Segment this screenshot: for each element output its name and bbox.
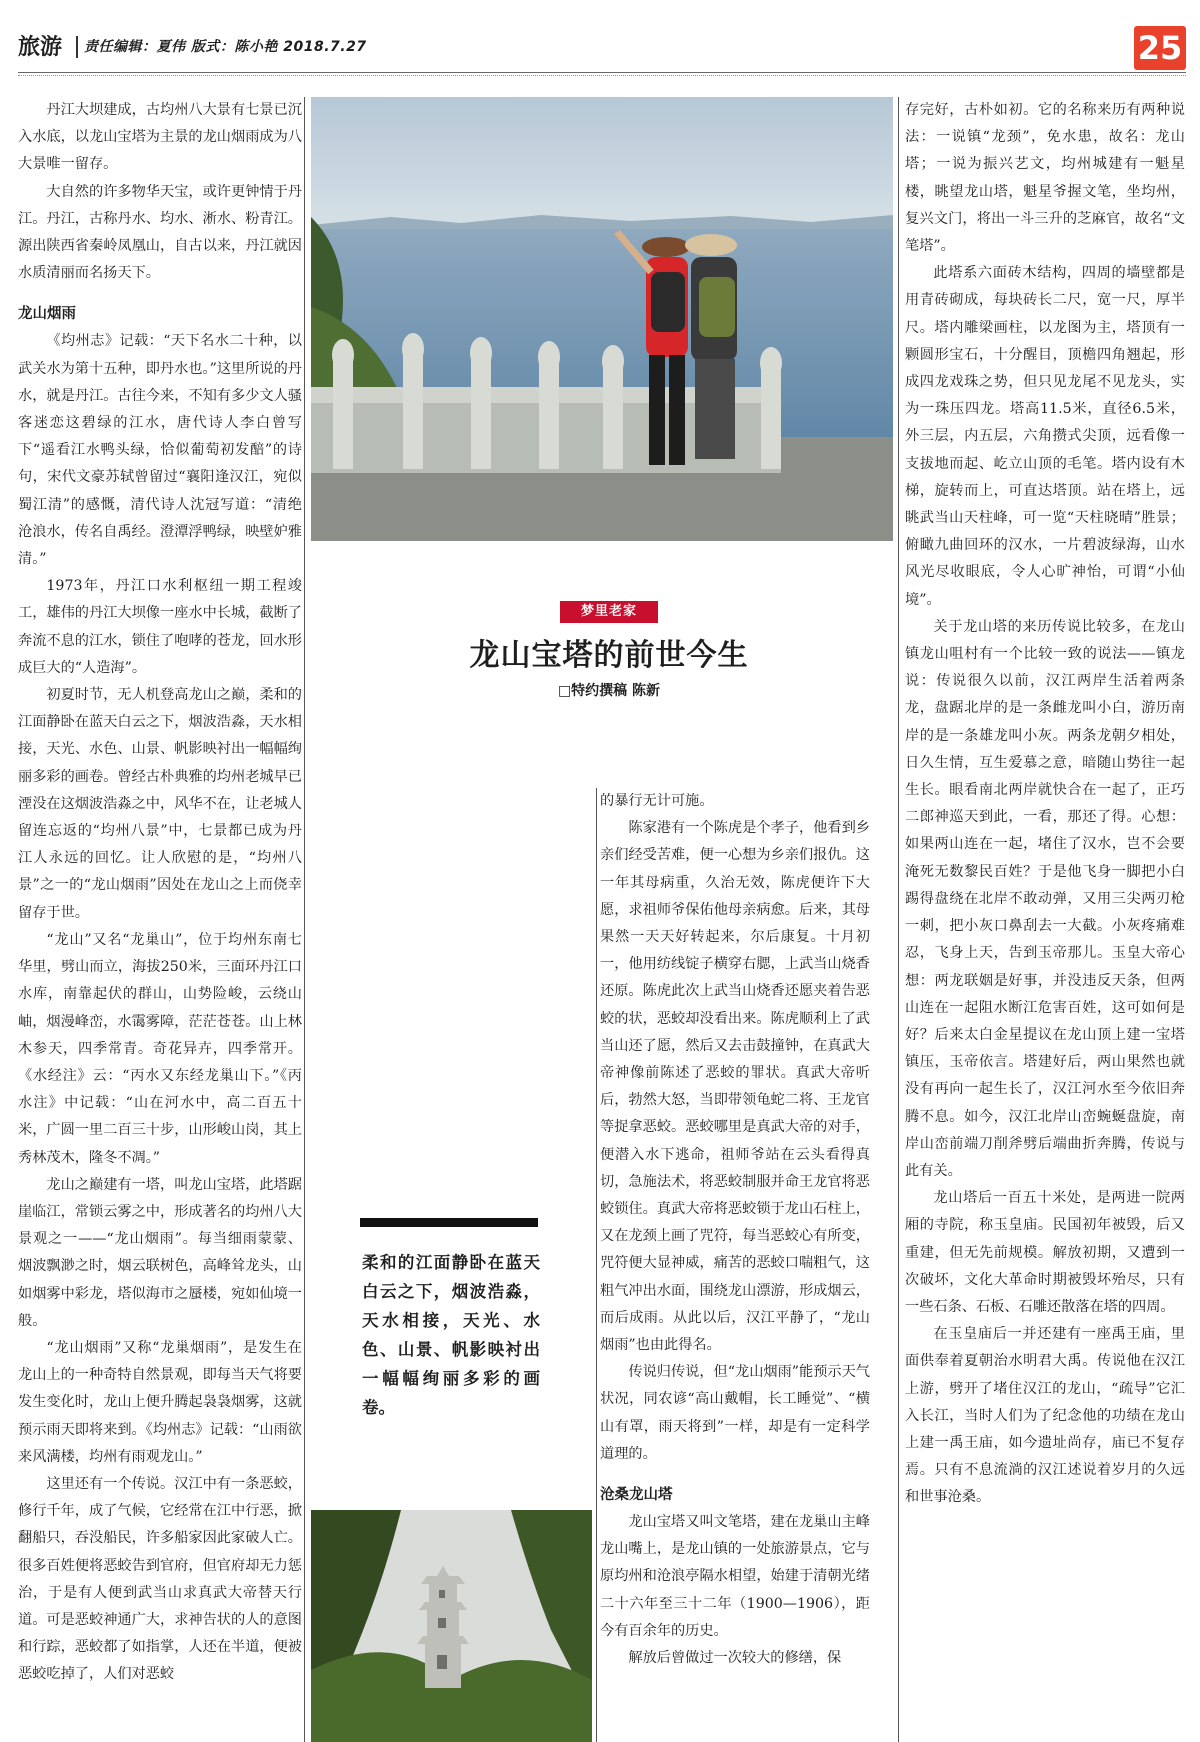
paragraph: 这里还有一个传说。汉江中有一条恶蛟，修行千年，成了气候，它经常在江中行恶，掀翻船只，吞没船民，许多船家因此家破人亡。很多百姓便将恶蛟告到官府，但官府却无力惩治，于是有人便到武当山求真武大帝替天行道。可是恶蛟神通广大，求神告状的人的意图和行踪，恶蛟都了如指掌，人还在半道，便被恶蛟吃掉了，人们对恶蛟 bbox=[18, 1475, 302, 1683]
text-column-4 bbox=[905, 97, 1185, 1512]
paragraph: 此塔系六面砖木结构，四周的墙壁都是用青砖砌成，每块砖长二尺，宽一尺，厚半尺。塔内雕梁画柱，以龙图为主，塔顶有一颗圆形宝石，十分醒目，顶檐四角翘起，形成四龙戏珠之势，但只见龙尾不见龙头，实为一珠压四龙。塔高11.5米，直径6.5米，外三层，内五层，六角攒式尖顶，远看像一支拔地而起、屹立山顶的毛笔。塔内设有木梯，旋转而上，可直达塔顶。站在塔上，远眺武当山天柱峰，可一览“天柱晓晴”胜景；俯瞰九曲回环的汉水，一片碧波绿海，山水风光尽收眼底，令人心旷神怡，可谓“小仙境”。 bbox=[905, 265, 1185, 608]
subheading-longshan-yanyu: 龙山烟雨 bbox=[18, 306, 76, 323]
text-column-3 bbox=[600, 788, 870, 1672]
header-divider bbox=[76, 36, 78, 58]
editor-info: 责任编辑：夏伟 版式：陈小艳 2018.7.27 bbox=[84, 39, 367, 55]
paragraph: 1973年，丹江口水利枢纽一期工程竣工，雄伟的丹江大坝像一座水中长城，截断了奔流不息的江水，锁住了咆哮的苍龙，回水形成巨大的“人造海”。 bbox=[18, 578, 302, 676]
paragraph: 丹江大坝建成，古均州八大景有七景已沉入水底，以龙山宝塔为主景的龙山烟雨成为八大景唯一留存。 bbox=[18, 102, 302, 173]
pagoda-image bbox=[311, 1510, 592, 1742]
page-number-badge: 25 bbox=[1134, 26, 1186, 70]
paragraph: 《均州志》记载：“天下名水二十种，以武关水为第十五种，即丹水也。”这里所说的丹水，就是丹江。古往今来，不知有多少文人骚客迷恋这碧绿的江水，唐代诗人李白曾写下“遥看江水鸭头绿，恰似葡萄初发醅”的诗句，宋代文豪苏轼曾留过“襄阳逢汉江，宛似蜀江清”的感慨，清代诗人沈冠写道：“清绝沧浪水，传名自禹经。澄潭浮鸭绿，映壁妒雅清。” bbox=[18, 333, 302, 568]
article-byline: □特约撰稿 陈新 bbox=[557, 683, 661, 699]
column-tag: 梦里老家 bbox=[560, 601, 658, 623]
section-name: 旅游 bbox=[18, 35, 63, 60]
paragraph: 解放后曾做过一次较大的修缮，保 bbox=[628, 1650, 842, 1667]
article-title: 龙山宝塔的前世今生 bbox=[469, 638, 749, 673]
paragraph: 龙山之巅建有一塔，叫龙山宝塔，此塔踞崖临江，常锁云雾之中，形成著名的均州八大景观之一——“龙山烟雨”。每当细雨蒙蒙、烟波飘渺之时，烟云联树色，高峰耸龙头，山如烟雾中彩龙，塔似海市之蜃楼，宛如仙境一般。 bbox=[18, 1176, 302, 1329]
column-divider bbox=[596, 788, 597, 1742]
paragraph: 初夏时节，无人机登高龙山之巅，柔和的江面静卧在蓝天白云之下，烟波浩淼，天水相接，天光、水色、山景、帆影映衬出一幅幅绚丽多彩的画卷。曾经古朴典雅的均州老城早已湮没在这烟波浩淼之中，风华不在，让老城人留连忘返的“均州八景”中，七景都已成为丹江人永远的回忆。让人欣慰的是，“均州八景”之一的“龙山烟雨”因处在龙山之上而侥幸留存于世。 bbox=[18, 687, 302, 921]
paragraph: 传说归传说，但“龙山烟雨”能预示天气状况，同农谚“高山戴帽，长工睡觉”、“横山有罩，雨天将到”一样，却是有一定科学道理的。 bbox=[600, 1364, 870, 1462]
paragraph: 龙山宝塔又叫文笔塔，建在龙巢山主峰龙山嘴上，是龙山镇的一处旅游景点，它与原均州和沧浪亭隔水相望，始建于清朝光绪二十六年至三十二年（1900—1906），距今有百余年的历史。 bbox=[600, 1514, 870, 1639]
column-divider bbox=[304, 97, 305, 1742]
pull-quote-bar bbox=[360, 1218, 538, 1227]
paragraph: 陈家港有一个陈虎是个孝子，他看到乡亲们经受苦难，便一心想为乡亲们报仇。这一年其母病重，久治无效，陈虎便许下大愿，求祖师爷保佑他母亲病愈。后来，其母果然一天天好转起来，尔后康复。十月初一，他用纺线锭子横穿右腮，上武当山烧香还原。陈虎此次上武当山烧香还愿夹着告恶蛟的状，恶蛟却没看出来。陈虎顺利上了武当山还了愿，然后又去击鼓撞钟，在真武大帝神像前陈述了恶蛟的罪状。真武大帝听后，勃然大怒，当即带领龟蛇二将、王龙官等捉拿恶蛟。恶蛟哪里是真武大帝的对手，便潜入水下逃命，祖师爷站在云头看得真切，急施法术，将恶蛟制服并命王龙官将恶蛟锁住。真武大帝将恶蛟锁于龙山石柱上，又在龙颈上画了咒符，每当恶蛟心有所变，咒符便大显神威，痛苦的恶蛟口喘粗气，这粗气冲出水面，围绕龙山漂游，形成烟云，而后成雨。从此以后，汉江平静了，“龙山烟雨”也由此得名。 bbox=[600, 820, 870, 1354]
paragraph: “龙山”又名“龙巢山”，位于均州东南七华里，劈山而立，海拔250米，三面环丹江口水库，南靠起伏的群山，山势险峻，云绕山岫，烟漫峰峦，水霭雾障，茫茫苍苍。山上林木参天，四季常青。奇花异卉，四季常开。《水经注》云：“丙水又东经龙巢山下。”《丙水注》中记载：“山在河水中，高二百五十米，广圆一里二百三十步，山形峻山岗，其上秀林茂木，隆冬不凋。” bbox=[18, 931, 302, 1166]
subheading-canglang-longshanta: 沧桑龙山塔 bbox=[600, 1487, 673, 1504]
paragraph: 的暴行无计可施。 bbox=[600, 793, 714, 809]
photo-hikers-overlook bbox=[311, 97, 893, 541]
paragraph: 关于龙山塔的来历传说比较多，在龙山镇龙山咀村有一个比较一致的说法——镇龙说：传说很久以前，汉江两岸生活着两条龙，盘踞北岸的是一条雌龙叫小白，游历南岸的是一条雄龙叫小灰。两条龙朝夕相处，日久生情，互生爱慕之意，暗随山势往一起生长。眼看南北两岸就快合在一起了，正巧二郎神巡天到此，一看，那还了得。心想：如果两山连在一起，堵住了汉水，岂不会要淹死无数黎民百姓？于是他飞身一脚把小白踢得盘绕在北岸不敢动弹，又用三尖两刃枪一刺，把小灰口鼻刮去一大截。小灰疼痛难忍，飞身上天，告到玉帝那儿。玉皇大帝心想：两龙联姻是好事，并没违反天条，但两山连在一起阻水断江危害百姓，这可如何是好？后来太白金星提议在龙山顶上建一宝塔镇压，玉帝依言。塔建好后，两山果然也就没有再向一起生长了，汉江河水至今依旧奔腾不息。如今，汉江北岸山峦蜿蜒盘旋，南岸山峦前端刀削斧劈后端曲折奔腾，传说与此有关。 bbox=[905, 618, 1185, 1179]
column-divider bbox=[898, 97, 899, 1742]
paragraph: 存完好，古朴如初。它的名称来历有两种说法：一说镇“龙颈”，免水患，故名：龙山塔；一说为振兴艺文，均州城建有一魁星楼，眺望龙山塔，魁星爷握文笔，坐均州，复兴文门，将出一斗三升的芝麻官，故名“文笔塔”。 bbox=[905, 102, 1185, 255]
text-column-1 bbox=[18, 97, 302, 1689]
paragraph: 大自然的许多物华天宝，或许更钟情于丹江。丹江，古称丹水、均水、淅水、粉青江。源出陕西省秦岭凤凰山，自古以来，丹江就因水质清丽而名扬天下。 bbox=[18, 183, 302, 282]
header-rule bbox=[18, 72, 1186, 73]
paragraph: “龙山烟雨”又称“龙巢烟雨”，是发生在龙山上的一种奇特自然景观，即每当天气将要发生变化时，龙山上便升腾起袅袅烟雾，这就预示雨天即将来到。《均州志》记载：“山雨欲来风满楼，均州有雨观龙山。” bbox=[18, 1339, 302, 1465]
paragraph: 在玉皇庙后一并还建有一座禹王庙，里面供奉着夏朝治水明君大禹。传说他在汉江上游，劈开了堵住汉江的龙山，“疏导”它汇入长江，当时人们为了纪念他的功绩在龙山上建一禹王庙，如今遗址尚存，庙已不复存焉。只有不息流淌的汉江述说着岁月的久远和世事沧桑。 bbox=[905, 1326, 1185, 1506]
page-header bbox=[18, 26, 1186, 66]
pull-quote: 柔和的江面静卧在蓝天白云之下，烟波浩淼，天水相接，天光、水色、山景、帆影映衬出一幅幅绚丽多彩的画卷。 bbox=[362, 1253, 540, 1417]
photo-hikers-image bbox=[311, 97, 893, 541]
paragraph: 龙山塔后一百五十米处，是两进一院两厢的寺院，称玉皇庙。民国初年被毁，后又重建，但无先前规模。解放初期，又遭到一次破坏，文化大革命时期被毁坏殆尽，只有一些石条、石板、石雕还散落在塔的四周。 bbox=[905, 1190, 1185, 1315]
header-dotted-rule bbox=[18, 75, 1186, 76]
photo-pagoda bbox=[311, 1510, 592, 1742]
